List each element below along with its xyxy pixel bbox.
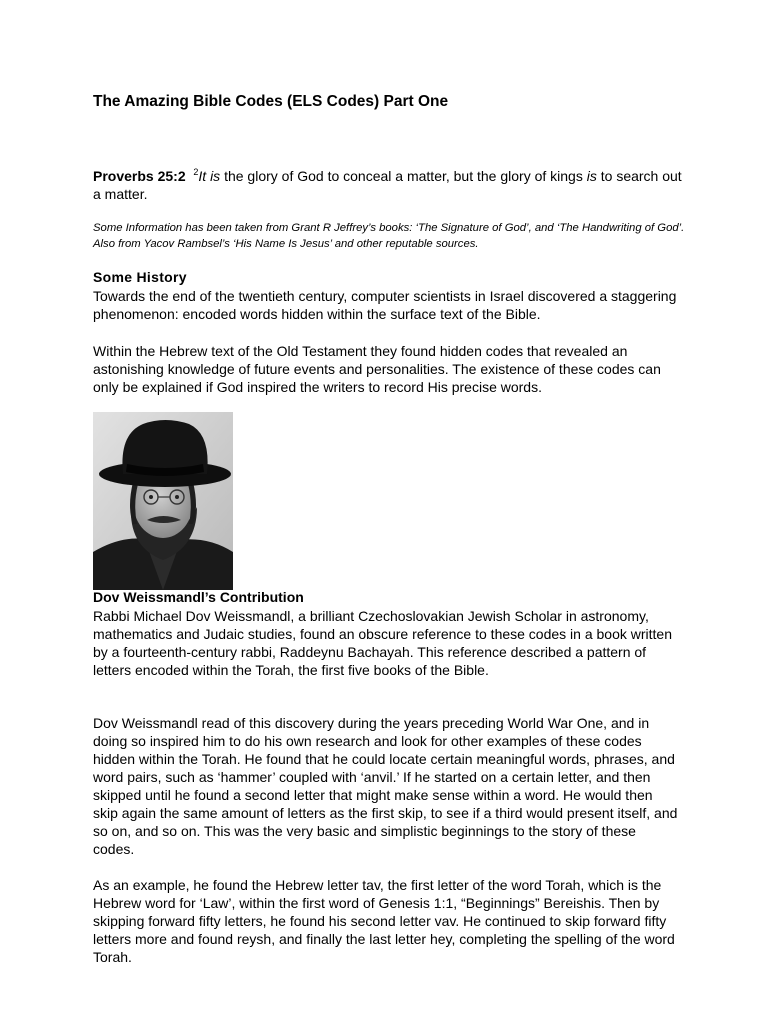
some-history-heading: Some History <box>93 269 187 285</box>
verse-text-2: to search out a matter. <box>93 168 682 202</box>
contribution-paragraph-1: Rabbi Michael Dov Weissmandl, a brilliant Czechoslovakian Jewish Scholar in astronomy, mathematics and Judaic studies, found an obscure reference to these codes in a book written by a fourteenth-century rabbi, Raddeynu Bachayah. This reference described a pattern of letters encoded within the Torah, the first five books of the Bible. <box>93 608 673 678</box>
dov-weissmandl-heading: Dov Weissmandl’s Contribution <box>93 589 304 605</box>
verse-reference: Proverbs 25:2 <box>93 168 186 184</box>
verse-italic-1: It is <box>198 168 221 184</box>
contribution-paragraph-2: Dov Weissmandl read of this discovery during the years preceding World War One, and in doing so inspired him to do his own research and look for other examples of these codes hidden within the Torah. He found that he could locate certain meaningful words, phrases, and word pairs, such as ‘hammer’ coupled with ‘anvil.’ If he started on a certain letter, and then skipped until he found a second letter that might make sense within a word. He would then skip again the same amount of letters as the first skip, to see if a third would present itself, and so on, and so on. This was the very basic and simplistic beginnings to the story of these codes. <box>93 715 678 857</box>
sources-note: Some Information has been taken from Grant R Jeffrey’s books: ‘The Signature of God’, and ‘The Handwriting of God’. Also from Yacov Rambsel’s ‘His Name Is Jesus’ and other reputable sources. <box>93 222 685 250</box>
contribution-paragraph-3: As an example, he found the Hebrew letter tav, the first letter of the word Torah, which is the Hebrew word for ‘Law’, within the first word of Genesis 1:1, “Beginnings” Bereishis. Then by skipping forward fifty letters, he found his second letter vav. He continued to skip forward fifty letters more and found reysh, and finally the last letter hey, completing the spelling of the word Torah. <box>93 877 675 965</box>
proverbs-verse <box>93 167 683 203</box>
history-paragraph-1: Towards the end of the twentieth century, computer scientists in Israel discovered a staggering phenomenon: encoded words hidden within the surface text of the Bible. <box>93 288 677 322</box>
rabbi-portrait-photo <box>93 412 233 590</box>
verse-text-1: the glory of God to conceal a matter, but the glory of kings <box>220 168 587 184</box>
verse-italic-2: is <box>586 168 597 184</box>
document-title: The Amazing Bible Codes (ELS Codes) Part One <box>93 93 449 110</box>
history-paragraph-2: Within the Hebrew text of the Old Testament they found hidden codes that revealed an astonishing knowledge of future events and personalities. The existence of these codes can only be explained if God inspired the writers to record His precise words. <box>93 343 661 395</box>
verse-number: 2 <box>193 167 199 177</box>
